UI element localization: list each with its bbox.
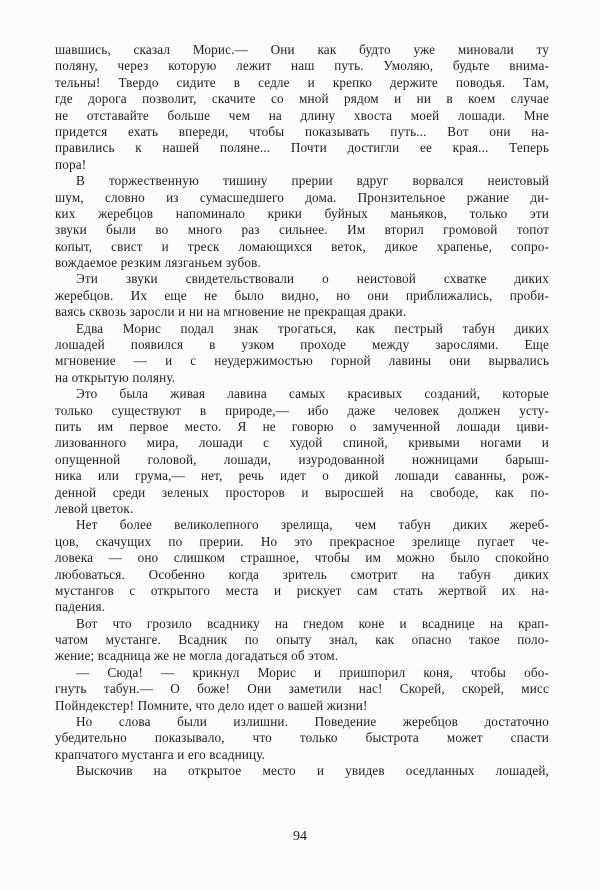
text-line: шавшись, сказал Морис.— Они как будто уже миновали ту xyxy=(55,42,549,57)
text-line: жеребцов. Их еще не было видно, но они приближались, проби- xyxy=(55,287,549,303)
text-line: тельны! Твердо сидите в седле и крепко держите поводья. Там, xyxy=(55,74,549,90)
text-line: лошадей появился в узком проходе между зарослями. Еще xyxy=(55,337,549,353)
text-line: падения. xyxy=(55,599,106,615)
paragraph xyxy=(55,616,549,665)
text-line: Это была живая лавина самых красивых созданий, которые xyxy=(76,386,549,402)
text-line: только существуют в природе,— ибо даже человек должен усту- xyxy=(55,402,549,418)
text-line: не отставайте больше чем на длину хвоста моей лошади. Мне xyxy=(55,107,549,123)
text-line: пить им первое место. Я не говорю о замученной лошади циви- xyxy=(55,418,549,434)
text-line: — Сюда! — крикнул Морис и пришпорил коня, чтобы обо- xyxy=(76,664,549,680)
text-line: пора! xyxy=(55,156,87,172)
text-line: на открытую поляну. xyxy=(55,369,176,385)
text-line: ника или грума,— нет, речь идет о дикой лошади саванны, рож- xyxy=(55,468,549,484)
text-line: вождаемое резким лязганьем зубов. xyxy=(55,255,261,271)
paragraph xyxy=(55,173,549,271)
text-line: убедительно показывало, что только быстрота может спасти xyxy=(55,730,549,746)
text-line: левой цветок. xyxy=(55,500,134,516)
text-line: Пойндекстер! Помните, что дело идет о вашей жизни! xyxy=(55,697,368,713)
text-line: лизованного мира, лошади с худой спиной, кривыми ногами и xyxy=(55,435,549,451)
text-line: шум, словно из сумасшедшего дома. Пронзительное ржание ди- xyxy=(55,189,549,205)
text-line: ловека — оно слишком страшное, чтобы им можно было спокойно xyxy=(55,550,549,566)
paragraph xyxy=(55,665,549,714)
body-text xyxy=(55,42,549,780)
text-line: копыт, свист и треск ломающихся веток, дикое храпенье, сопро- xyxy=(55,238,549,254)
text-line: Но слова были излишни. Поведение жеребцов достаточно xyxy=(76,714,549,730)
paragraph xyxy=(55,763,549,779)
text-line: ких жеребцов напоминало крики буйных маньяков, только эти xyxy=(55,205,549,221)
text-line: Выскочив на открытое место и увидев оседланных лошадей, xyxy=(76,763,549,779)
text-line: денной среди зеленых просторов и выросшей на свободе, как по- xyxy=(55,484,549,500)
paragraph xyxy=(55,321,549,387)
paragraph xyxy=(55,386,549,517)
text-line: где дорога позволит, скачите со мной рядом и ни в коем случае xyxy=(55,91,549,107)
text-line: придется ехать впереди, чтобы показывать путь... Вот они на- xyxy=(55,123,549,139)
text-line: мустангов с открытого места и рискует сам стать жертвой их на- xyxy=(55,582,549,598)
paragraph xyxy=(55,271,549,320)
text-line: любоваться. Особенно когда зритель смотрит на табун диких xyxy=(55,566,549,582)
text-line: Едва Морис подал знак трогаться, как пестрый табун диких xyxy=(76,320,549,336)
paragraph xyxy=(55,517,549,615)
text-line: Вот что грозило всаднику на гнедом коне и всаднице на крап- xyxy=(76,615,549,631)
text-line: звуки были во много раз сильнее. Им вторил громовой топот xyxy=(55,222,549,238)
text-line: Нет более великолепного зрелища, чем табун диких жереб- xyxy=(76,517,549,533)
text-line: В торжественную тишину прерии вдруг ворвался неистовый xyxy=(76,173,549,189)
text-line: правились к нашей поляне... Почти достигли ее края... Теперь xyxy=(55,140,549,156)
text-line: чатом мустанге. Всадник по опыту знал, как опасно такое поло- xyxy=(55,632,549,648)
text-line: мгновение — и с неудержимостью горной лавины они вырвались xyxy=(55,353,549,369)
text-line: опущенной головой, лошади, изуродованной ножницами барыш- xyxy=(55,451,549,467)
text-line: Эти звуки свидетельствовали о неистовой схватке диких xyxy=(76,271,549,287)
text-line: жение; всадница же не могла догадаться об этом. xyxy=(55,648,339,664)
paragraph xyxy=(55,714,549,763)
paragraph xyxy=(55,42,549,173)
text-line: поляну, через которую лежит наш путь. Умоляю, будьте внима- xyxy=(55,58,549,74)
text-line: крапчатого мустанга и его всадницу. xyxy=(55,746,266,762)
text-line: цов, скачущих по прерии. Но это прекрасное зрелище пугает че- xyxy=(55,533,549,549)
text-line: гнуть табун.— О боже! Они заметили нас! Скорей, скорей, мисс xyxy=(55,681,549,697)
page-number: 94 xyxy=(293,829,307,844)
text-line: ваясь сквозь заросли и ни на мгновение не прекращая драки. xyxy=(55,304,407,320)
